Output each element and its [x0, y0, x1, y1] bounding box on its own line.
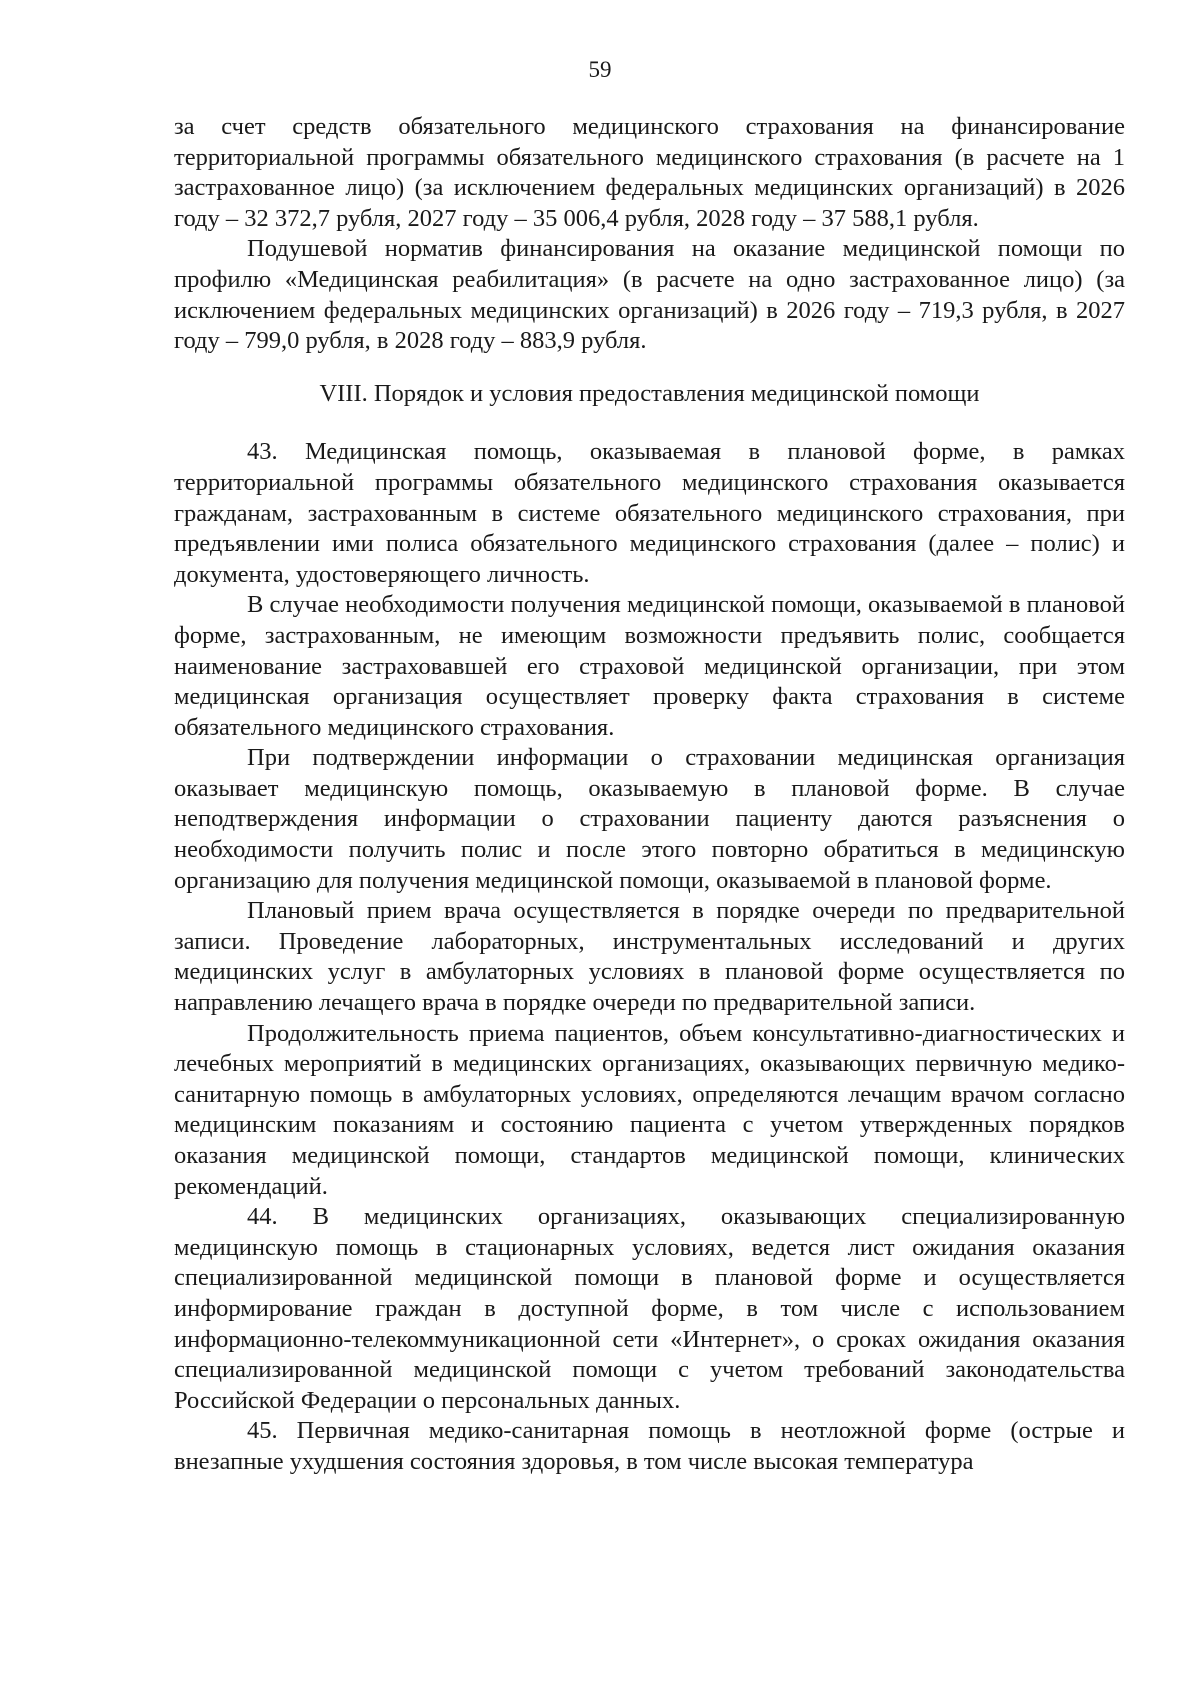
paragraph-45: 45. Первичная медико-санитарная помощь в неотложной форме (острые и внезапные ухудшения состояния здоровья, в том числе высокая температура	[174, 1417, 1125, 1475]
page-number: 59	[588, 57, 612, 82]
paragraph-duration: Продолжительность приема пациентов, объем консультативно-диагностических и лечебных мероприятий в медицинских организациях, оказывающих первичную медико-санитарную помощь в амбулаторных условиях, определяются лечащим врачом согласно медицинским показаниям и состоянию пациента с учетом утвержденных порядков оказания медицинской помощи, стандартов медицинской помощи, клинических рекомендаций.	[174, 1019, 1125, 1200]
paragraph-43: 43. Медицинская помощь, оказываемая в плановой форме, в рамках территориальной программы обязательного медицинского страхования оказывается гражданам, застрахованным в системе обязательного медицинского страхования, при предъявлении ими полиса обязательного медицинского страхования (далее – полис) и документа, удостоверяющего личность.	[174, 438, 1125, 588]
paragraph-rehab-norm: Подушевой норматив финансирования на оказание медицинской помощи по профилю «Медицинская реабилитация» (в расчете на одно застрахованное лицо) (за исключением федеральных медицинских организаций) в 2026 году – 719,3 рубля, в 2027 году – 799,0 рубля, в 2028 году – 883,9 рубля.	[174, 235, 1125, 355]
paragraph-44: 44. В медицинских организациях, оказывающих специализированную медицинскую помощь в стационарных условиях, ведется лист ожидания оказания специализированной медицинской помощи в плановой форме и осуществляется информирование граждан в доступной форме, в том числе с использованием информационно-телекоммуникационной сети «Интернет», о сроках ожидания оказания специализированной медицинской помощи с учетом требований законодательства Российской Федерации о персональных данных.	[174, 1203, 1125, 1414]
document-body	[174, 112, 1125, 1478]
section-heading: VIII. Порядок и условия предоставления медицинской помощи	[319, 379, 980, 407]
paragraph-planned-visit: Плановый прием врача осуществляется в порядке очереди по предварительной записи. Проведение лабораторных, инструментальных исследований и других медицинских услуг в амбулаторных условиях в плановой форме осуществляется по направлению лечащего врача в порядке очереди по предварительной записи.	[174, 897, 1125, 1017]
paragraph-confirmation: При подтверждении информации о страховании медицинская организация оказывает медицинскую помощь, оказываемую в плановой форме. В случае неподтверждения информации о страховании пациенту даются разъяснения о необходимости получить полис и после этого повторно обратиться в медицинскую организацию для получения медицинской помощи, оказываемой в плановой форме.	[174, 744, 1125, 894]
paragraph-continuation: за счет средств обязательного медицинского страхования на финансирование территориальной программы обязательного медицинского страхования (в расчете на 1 застрахованное лицо) (за исключением федеральных медицинских организаций) в 2026 году – 32 372,7 рубля, 2027 году – 35 006,4 рубля, 2028 году – 37 588,1 рубля.	[174, 113, 1125, 232]
paragraph-no-polis: В случае необходимости получения медицинской помощи, оказываемой в плановой форме, застрахованным, не имеющим возможности предъявить полис, сообщается наименование застраховавшей его страховой медицинской организации, при этом медицинская организация осуществляет проверку факта страхования в системе обязательного медицинского страхования.	[174, 591, 1125, 741]
